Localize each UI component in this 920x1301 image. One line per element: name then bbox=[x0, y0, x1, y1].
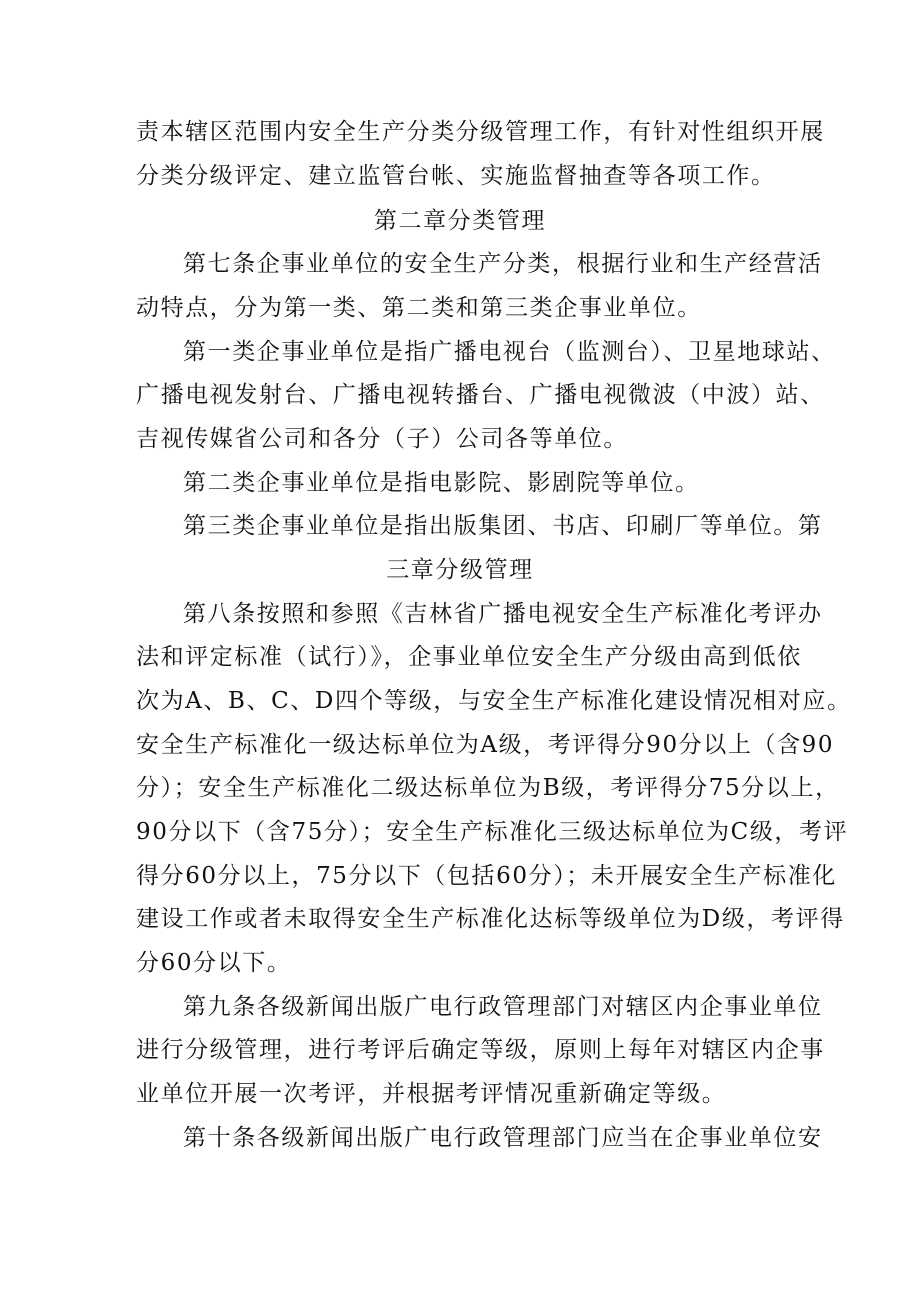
text-line: 得分60分以上，75分以下（包括60分）；未开展安全生产标准化 bbox=[136, 863, 837, 889]
text-line: 分）；安全生产标准化二级达标单位为B级，考评得分75分以上， bbox=[136, 775, 840, 801]
text-line: 分60分以下。 bbox=[136, 950, 292, 976]
text-line: 广播电视发射台、广播电视转播台、广播电视微波（中波）站、 bbox=[136, 382, 825, 408]
text-line: 业单位开展一次考评，并根据考评情况重新确定等级。 bbox=[136, 1081, 727, 1107]
text-line: 吉视传媒省公司和各分（子）公司各等单位。 bbox=[136, 426, 628, 452]
text-line: 第三类企事业单位是指出版集团、书店、印刷厂等单位。第 bbox=[183, 513, 823, 539]
text-line: 进行分级管理，进行考评后确定等级，原则上每年对辖区内企事 bbox=[136, 1037, 825, 1063]
text-line: 第一类企事业单位是指广播电视台（监测台）、卫星地球站、 bbox=[183, 339, 836, 365]
text-line: 第七条企事业单位的安全生产分类，根据行业和生产经营活 bbox=[183, 251, 823, 277]
text-line: 责本辖区范围内安全生产分类分级管理工作，有针对性组织开展 bbox=[136, 119, 825, 145]
text-line: 法和评定标准（试行）》，企事业单位安全生产分级由高到低依 bbox=[136, 644, 802, 670]
text-line: 次为A、B、C、D四个等级，与安全生产标准化建设情况相对应。 bbox=[136, 688, 852, 714]
text-line: 第八条按照和参照《吉林省广播电视安全生产标准化考评办 bbox=[183, 601, 823, 627]
text-line: 安全生产标准化一级达标单位为A级，考评得分90分以上（含90 bbox=[136, 732, 835, 758]
text-line: 建设工作或者未取得安全生产标准化达标等级单位为D级，考评得 bbox=[136, 906, 845, 932]
chapter-heading: 第二章分类管理 bbox=[373, 208, 547, 234]
text-line: 第二类企事业单位是指电影院、影剧院等单位。 bbox=[183, 470, 700, 496]
chapter-heading: 三章分级管理 bbox=[386, 557, 534, 583]
text-line: 分类分级评定、建立监管台帐、实施监督抽查等各项工作。 bbox=[136, 163, 776, 189]
text-line: 第十条各级新闻出版广电行政管理部门应当在企事业单位安 bbox=[183, 1125, 823, 1151]
text-line: 第九条各级新闻出版广电行政管理部门对辖区内企事业单位 bbox=[183, 994, 823, 1020]
text-line: 90分以下（含75分）；安全生产标准化三级达标单位为C级，考评 bbox=[136, 819, 849, 845]
text-line: 动特点，分为第一类、第二类和第三类企事业单位。 bbox=[136, 295, 702, 321]
